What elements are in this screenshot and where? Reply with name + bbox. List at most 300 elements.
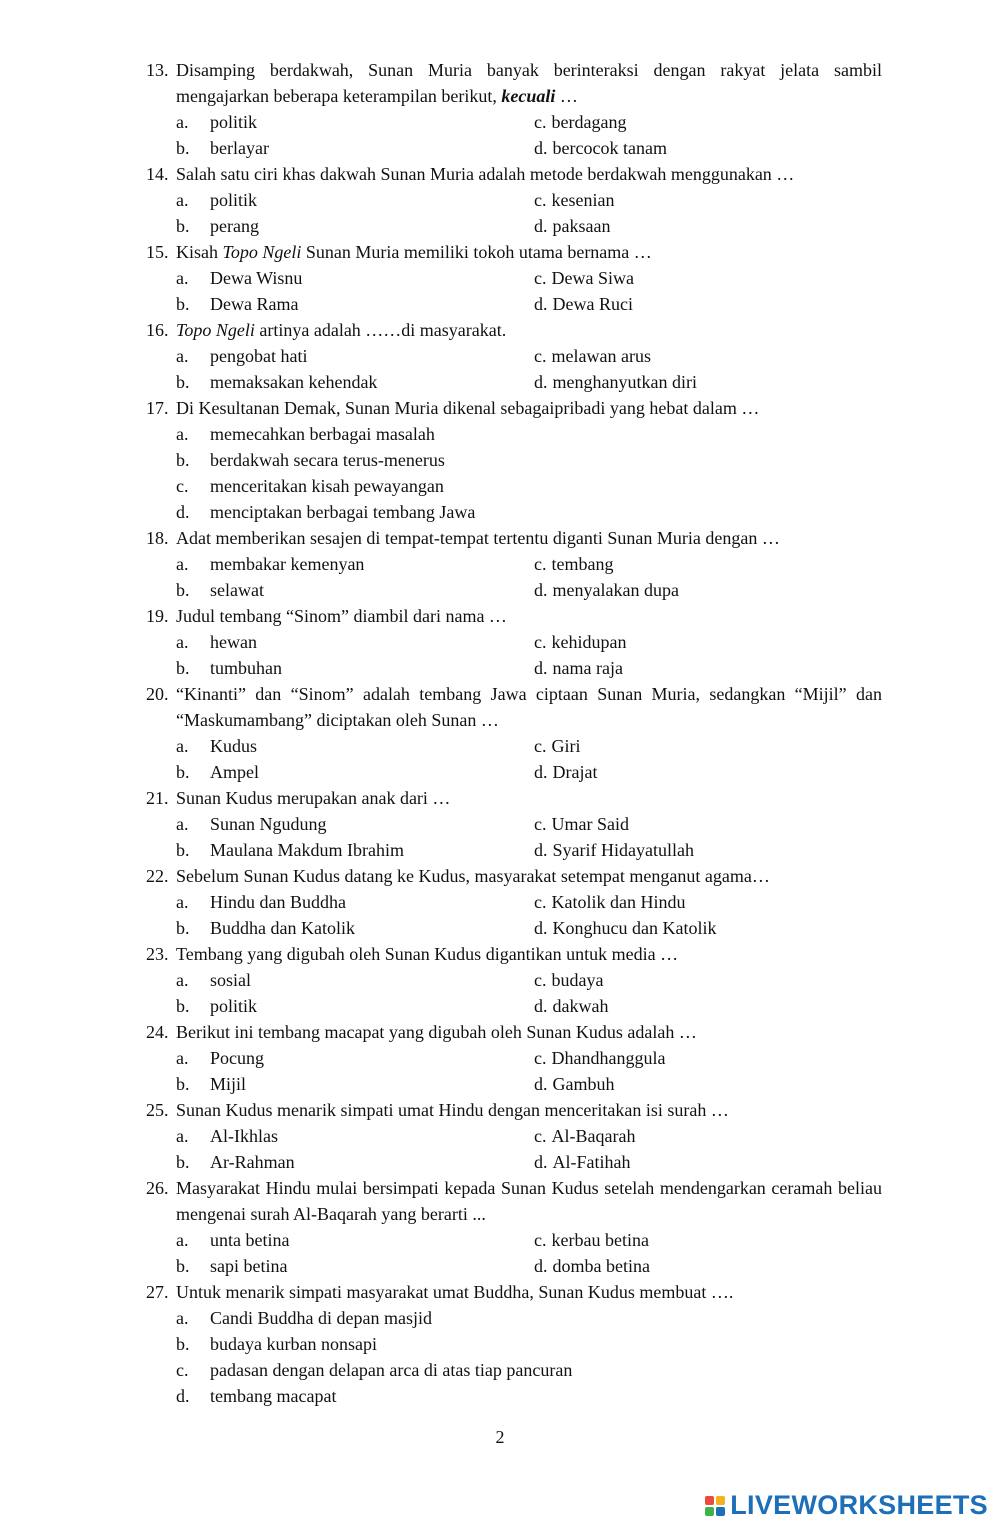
question-text <box>176 1097 882 1123</box>
option-text: Pocung <box>210 1048 264 1068</box>
option-text: Dewa Rama <box>210 294 299 314</box>
option-text: sosial <box>210 970 252 990</box>
logo-square <box>705 1507 714 1516</box>
option-row <box>176 499 882 525</box>
answer-option[interactable] <box>534 915 874 941</box>
answer-option[interactable] <box>176 1331 377 1357</box>
option-letter: c. <box>534 112 547 132</box>
question-text <box>176 1175 882 1227</box>
answer-option[interactable] <box>176 1071 534 1097</box>
option-row <box>176 421 882 447</box>
answer-option[interactable] <box>534 993 874 1019</box>
answer-option[interactable] <box>176 1357 572 1383</box>
question-text <box>176 317 882 343</box>
option-text: kehidupan <box>551 632 627 652</box>
option-letter: c. <box>534 190 547 210</box>
answer-option[interactable] <box>176 369 534 395</box>
answer-option[interactable] <box>176 1305 432 1331</box>
answer-option[interactable] <box>176 1383 336 1409</box>
option-row <box>176 733 882 759</box>
question-text-pre: Sebelum Sunan Kudus datang ke Kudus, masyarakat setempat menganut agama… <box>176 866 770 886</box>
option-letter: c. <box>534 1126 547 1146</box>
liveworksheets-logo-icon <box>705 1496 725 1516</box>
question-text-pre: Berikut ini tembang macapat yang digubah oleh Sunan Kudus adalah … <box>176 1022 697 1042</box>
option-text: Katolik dan Hindu <box>551 892 686 912</box>
option-text: Dhandhanggula <box>551 1048 666 1068</box>
option-row <box>176 993 882 1019</box>
answer-option[interactable] <box>176 655 534 681</box>
option-letter: d. <box>534 138 548 158</box>
question-stem <box>146 57 882 109</box>
option-row <box>176 369 882 395</box>
question-number: 13. <box>146 60 169 80</box>
question-text <box>176 161 882 187</box>
answer-option[interactable] <box>176 1253 534 1279</box>
option-letter: c. <box>534 1048 547 1068</box>
option-row <box>176 1331 882 1357</box>
answer-option[interactable] <box>176 837 534 863</box>
option-text: budaya kurban nonsapi <box>210 1334 377 1354</box>
question-stem <box>146 1097 882 1123</box>
option-row <box>176 1149 882 1175</box>
question-text <box>176 1019 882 1045</box>
option-letter: b. <box>176 294 190 314</box>
option-row <box>176 109 882 135</box>
answer-options <box>146 967 882 1019</box>
option-letter: d. <box>534 580 548 600</box>
answer-option[interactable] <box>534 811 874 837</box>
question-list <box>146 57 882 1409</box>
question-22 <box>146 863 882 941</box>
question-number: 16. <box>146 320 169 340</box>
option-row <box>176 759 882 785</box>
option-text: nama raja <box>552 658 623 678</box>
answer-option[interactable] <box>534 967 874 993</box>
option-row <box>176 447 882 473</box>
option-text: budaya <box>551 970 604 990</box>
option-row <box>176 1123 882 1149</box>
option-text: hewan <box>210 632 257 652</box>
question-number: 14. <box>146 164 169 184</box>
question-17 <box>146 395 882 525</box>
answer-option[interactable] <box>534 551 874 577</box>
option-text: memaksakan kehendak <box>210 372 378 392</box>
option-text: politik <box>210 996 258 1016</box>
option-text: melawan arus <box>551 346 651 366</box>
option-row <box>176 577 882 603</box>
option-row <box>176 915 882 941</box>
question-text <box>176 239 882 265</box>
question-number: 18. <box>146 528 169 548</box>
answer-option[interactable] <box>534 109 874 135</box>
question-text-pre: Untuk menarik simpati masyarakat umat Buddha, Sunan Kudus membuat …. <box>176 1282 734 1302</box>
liveworksheets-logo[interactable] <box>705 1490 988 1521</box>
option-letter: d. <box>534 372 548 392</box>
option-text: memecahkan berbagai masalah <box>210 424 435 444</box>
answer-options <box>146 551 882 603</box>
option-letter: a. <box>176 424 189 444</box>
option-letter: d. <box>534 294 548 314</box>
question-stem <box>146 317 882 343</box>
option-letter: b. <box>176 918 190 938</box>
answer-option[interactable] <box>176 265 534 291</box>
answer-option[interactable] <box>176 447 445 473</box>
option-letter: b. <box>176 996 190 1016</box>
question-stem <box>146 681 882 733</box>
answer-options <box>146 733 882 785</box>
question-stem <box>146 525 882 551</box>
option-letter: b. <box>176 1334 190 1354</box>
answer-option[interactable] <box>176 1123 534 1149</box>
option-letter: d. <box>534 216 548 236</box>
option-text: perang <box>210 216 259 236</box>
answer-option[interactable] <box>534 577 874 603</box>
answer-option[interactable] <box>176 1149 534 1175</box>
question-text-pre: Adat memberikan sesajen di tempat-tempat tertentu diganti Sunan Muria dengan … <box>176 528 780 548</box>
answer-option[interactable] <box>534 1123 874 1149</box>
option-text: kerbau betina <box>551 1230 649 1250</box>
option-text: tembang <box>551 554 614 574</box>
logo-square <box>716 1496 725 1505</box>
option-letter: d. <box>534 1074 548 1094</box>
option-letter: a. <box>176 554 189 574</box>
question-16 <box>146 317 882 395</box>
logo-square <box>705 1496 714 1505</box>
question-text-pre: Kisah <box>176 242 223 262</box>
logo-square <box>716 1507 725 1516</box>
answer-option[interactable] <box>534 135 874 161</box>
answer-option[interactable] <box>176 967 534 993</box>
option-letter: c. <box>176 476 189 496</box>
option-letter: a. <box>176 1048 189 1068</box>
question-text-emph: kecuali <box>501 86 556 106</box>
answer-options <box>146 1305 882 1409</box>
option-row <box>176 655 882 681</box>
option-text: Al-Fatihah <box>552 1152 631 1172</box>
answer-option[interactable] <box>534 213 874 239</box>
question-21 <box>146 785 882 863</box>
option-letter: b. <box>176 840 190 860</box>
option-text: tumbuhan <box>210 658 282 678</box>
option-text: menceritakan kisah pewayangan <box>210 476 444 496</box>
answer-options <box>146 265 882 317</box>
answer-option[interactable] <box>534 187 874 213</box>
answer-option[interactable] <box>176 421 435 447</box>
option-text: Candi Buddha di depan masjid <box>210 1308 432 1328</box>
question-20 <box>146 681 882 785</box>
answer-options <box>146 187 882 239</box>
option-text: Sunan Ngudung <box>210 814 327 834</box>
question-24 <box>146 1019 882 1097</box>
option-text: politik <box>210 112 258 132</box>
answer-options <box>146 1045 882 1097</box>
answer-option[interactable] <box>534 1071 874 1097</box>
question-text <box>176 57 882 109</box>
option-text: berdakwah secara terus-menerus <box>210 450 445 470</box>
question-text <box>176 395 882 421</box>
option-text: Kudus <box>210 736 258 756</box>
answer-option[interactable] <box>534 1045 874 1071</box>
option-letter: b. <box>176 372 190 392</box>
question-text-pre: Sunan Kudus menarik simpati umat Hindu dengan menceritakan isi surah … <box>176 1100 729 1120</box>
option-text: berlayar <box>210 138 269 158</box>
option-letter: c. <box>534 554 547 574</box>
option-letter: c. <box>534 736 547 756</box>
option-letter: a. <box>176 1308 189 1328</box>
question-text-pre: Salah satu ciri khas dakwah Sunan Muria adalah metode berdakwah menggunakan … <box>176 164 795 184</box>
question-number: 17. <box>146 398 169 418</box>
answer-option[interactable] <box>176 135 534 161</box>
question-stem <box>146 1175 882 1227</box>
question-text-post: … <box>555 86 578 106</box>
option-text: Giri <box>551 736 581 756</box>
question-number: 15. <box>146 242 169 262</box>
answer-option[interactable] <box>534 655 874 681</box>
question-stem <box>146 603 882 629</box>
question-text-post: artinya adalah ……di masyarakat. <box>254 320 507 340</box>
question-text <box>176 1279 882 1305</box>
option-letter: a. <box>176 970 189 990</box>
option-letter: c. <box>534 1230 547 1250</box>
option-letter: c. <box>534 970 547 990</box>
option-letter: c. <box>534 268 547 288</box>
question-25 <box>146 1097 882 1175</box>
question-number: 27. <box>146 1282 169 1302</box>
option-row <box>176 265 882 291</box>
option-row <box>176 291 882 317</box>
question-19 <box>146 603 882 681</box>
option-text: Dewa Wisnu <box>210 268 303 288</box>
answer-option[interactable] <box>176 733 534 759</box>
option-row <box>176 837 882 863</box>
option-text: politik <box>210 190 258 210</box>
option-letter: a. <box>176 112 189 132</box>
answer-option[interactable] <box>534 889 874 915</box>
answer-option[interactable] <box>176 1045 534 1071</box>
option-text: unta betina <box>210 1230 290 1250</box>
question-number: 19. <box>146 606 169 626</box>
option-text: berdagang <box>551 112 627 132</box>
question-text <box>176 785 882 811</box>
option-text: menyalakan dupa <box>552 580 679 600</box>
option-row <box>176 551 882 577</box>
option-row <box>176 889 882 915</box>
option-text: menciptakan berbagai tembang Jawa <box>210 502 476 522</box>
answer-option[interactable] <box>534 291 874 317</box>
option-letter: c. <box>534 814 547 834</box>
option-letter: a. <box>176 1230 189 1250</box>
option-letter: b. <box>176 450 190 470</box>
option-text: Drajat <box>552 762 598 782</box>
answer-options <box>146 811 882 863</box>
option-row <box>176 1071 882 1097</box>
answer-option[interactable] <box>176 213 534 239</box>
answer-option[interactable] <box>176 889 534 915</box>
question-stem <box>146 239 882 265</box>
option-text: membakar kemenyan <box>210 554 365 574</box>
question-number: 20. <box>146 684 169 704</box>
option-text: paksaan <box>552 216 611 236</box>
question-text-pre: Tembang yang digubah oleh Sunan Kudus digantikan untuk media … <box>176 944 679 964</box>
answer-options <box>146 421 882 525</box>
question-stem <box>146 1279 882 1305</box>
question-18 <box>146 525 882 603</box>
question-number: 21. <box>146 788 169 808</box>
option-text: Dewa Siwa <box>551 268 634 288</box>
answer-option[interactable] <box>534 1149 874 1175</box>
option-row <box>176 213 882 239</box>
option-letter: c. <box>534 632 547 652</box>
answer-options <box>146 343 882 395</box>
page-number: 2 <box>495 1427 505 1447</box>
answer-option[interactable] <box>176 473 444 499</box>
answer-option[interactable] <box>176 109 534 135</box>
option-row <box>176 629 882 655</box>
question-text-post: Sunan Muria memiliki tokoh utama bernama … <box>301 242 652 262</box>
option-text: Buddha dan Katolik <box>210 918 355 938</box>
option-text: bercocok tanam <box>552 138 667 158</box>
option-text: Maulana Makdum Ibrahim <box>210 840 404 860</box>
option-text: Dewa Ruci <box>552 294 633 314</box>
option-letter: a. <box>176 346 189 366</box>
option-row <box>176 187 882 213</box>
option-letter: d. <box>534 1152 548 1172</box>
answer-option[interactable] <box>176 1227 534 1253</box>
option-text: Hindu dan Buddha <box>210 892 346 912</box>
brand-name: LIVEWORKSHEETS <box>730 1490 988 1520</box>
question-text <box>176 681 882 733</box>
option-text: Konghucu dan Katolik <box>552 918 717 938</box>
option-letter: c. <box>176 1360 189 1380</box>
option-text: menghanyutkan diri <box>552 372 697 392</box>
option-text: Ar-Rahman <box>210 1152 295 1172</box>
question-27 <box>146 1279 882 1409</box>
option-text: padasan dengan delapan arca di atas tiap pancuran <box>210 1360 573 1380</box>
option-letter: b. <box>176 1152 190 1172</box>
option-text: kesenian <box>551 190 615 210</box>
answer-option[interactable] <box>534 629 874 655</box>
option-letter: b. <box>176 216 190 236</box>
question-text-ital: Topo Ngeli <box>222 242 302 262</box>
answer-option[interactable] <box>534 265 874 291</box>
option-text: selawat <box>210 580 264 600</box>
option-text: Ampel <box>210 762 259 782</box>
answer-option[interactable] <box>176 915 534 941</box>
answer-option[interactable] <box>534 369 874 395</box>
answer-option[interactable] <box>176 811 534 837</box>
question-text <box>176 525 882 551</box>
answer-option[interactable] <box>534 343 874 369</box>
question-14 <box>146 161 882 239</box>
option-row <box>176 473 882 499</box>
question-number: 22. <box>146 866 169 886</box>
option-text: domba betina <box>552 1256 650 1276</box>
option-row <box>176 967 882 993</box>
question-text-pre: Sunan Kudus merupakan anak dari … <box>176 788 451 808</box>
option-letter: d. <box>534 840 548 860</box>
question-text <box>176 941 882 967</box>
option-letter: d. <box>534 1256 548 1276</box>
option-text: sapi betina <box>210 1256 288 1276</box>
option-text: Syarif Hidayatullah <box>552 840 694 860</box>
option-text: Mijil <box>210 1074 247 1094</box>
option-letter: b. <box>176 580 190 600</box>
option-letter: a. <box>176 190 189 210</box>
answer-option[interactable] <box>534 1227 874 1253</box>
answer-option[interactable] <box>176 291 534 317</box>
answer-option[interactable] <box>176 551 534 577</box>
option-letter: a. <box>176 632 189 652</box>
option-text: tembang macapat <box>210 1386 337 1406</box>
option-letter: c. <box>534 892 547 912</box>
answer-option[interactable] <box>176 993 534 1019</box>
answer-option[interactable] <box>176 629 534 655</box>
question-26 <box>146 1175 882 1279</box>
answer-options <box>146 889 882 941</box>
option-letter: a. <box>176 268 189 288</box>
answer-option[interactable] <box>176 577 534 603</box>
option-row <box>176 1383 882 1409</box>
question-stem <box>146 785 882 811</box>
answer-options <box>146 1123 882 1175</box>
option-letter: b. <box>176 1256 190 1276</box>
question-stem <box>146 161 882 187</box>
answer-option[interactable] <box>534 1253 874 1279</box>
answer-options <box>146 1227 882 1279</box>
option-text: Al-Baqarah <box>551 1126 636 1146</box>
answer-options <box>146 109 882 161</box>
option-letter: d. <box>176 502 190 522</box>
question-text-pre: “Kinanti” dan “Sinom” adalah tembang Jawa ciptaan Sunan Muria, sedangkan “Mijil” dan “Maskumambang” diciptakan oleh Sunan … <box>176 684 882 730</box>
question-13 <box>146 57 882 161</box>
answer-option[interactable] <box>176 343 534 369</box>
option-letter: a. <box>176 736 189 756</box>
question-stem <box>146 395 882 421</box>
option-letter: d. <box>534 996 548 1016</box>
answer-option[interactable] <box>534 733 874 759</box>
option-row <box>176 1045 882 1071</box>
option-text: Umar Said <box>551 814 629 834</box>
question-text <box>176 603 882 629</box>
question-23 <box>146 941 882 1019</box>
answer-options <box>146 629 882 681</box>
answer-option[interactable] <box>534 759 874 785</box>
question-stem <box>146 941 882 967</box>
answer-option[interactable] <box>176 187 534 213</box>
option-row <box>176 1227 882 1253</box>
option-text: Al-Ikhlas <box>210 1126 278 1146</box>
question-text-pre: Masyarakat Hindu mulai bersimpati kepada Sunan Kudus setelah mendengarkan ceramah beliau mengenai surah Al-Baqarah yang berarti ... <box>176 1178 882 1224</box>
question-stem <box>146 863 882 889</box>
option-row <box>176 1357 882 1383</box>
answer-option[interactable] <box>176 499 475 525</box>
option-letter: d. <box>534 762 548 782</box>
option-letter: a. <box>176 1126 189 1146</box>
option-letter: d. <box>534 918 548 938</box>
option-letter: b. <box>176 762 190 782</box>
question-text-pre: Di Kesultanan Demak, Sunan Muria dikenal sebagaipribadi yang hebat dalam … <box>176 398 760 418</box>
option-letter: d. <box>534 658 548 678</box>
question-number: 26. <box>146 1178 169 1198</box>
option-text: dakwah <box>552 996 609 1016</box>
question-text-ital-lead: Topo Ngeli <box>176 320 255 340</box>
answer-option[interactable] <box>534 837 874 863</box>
option-letter: b. <box>176 658 190 678</box>
answer-option[interactable] <box>176 759 534 785</box>
option-row <box>176 1305 882 1331</box>
option-letter: b. <box>176 138 190 158</box>
question-text-pre: Disamping berdakwah, Sunan Muria banyak berinteraksi dengan rakyat jelata sambil mengajarkan beberapa keterampilan berikut, <box>176 60 882 106</box>
